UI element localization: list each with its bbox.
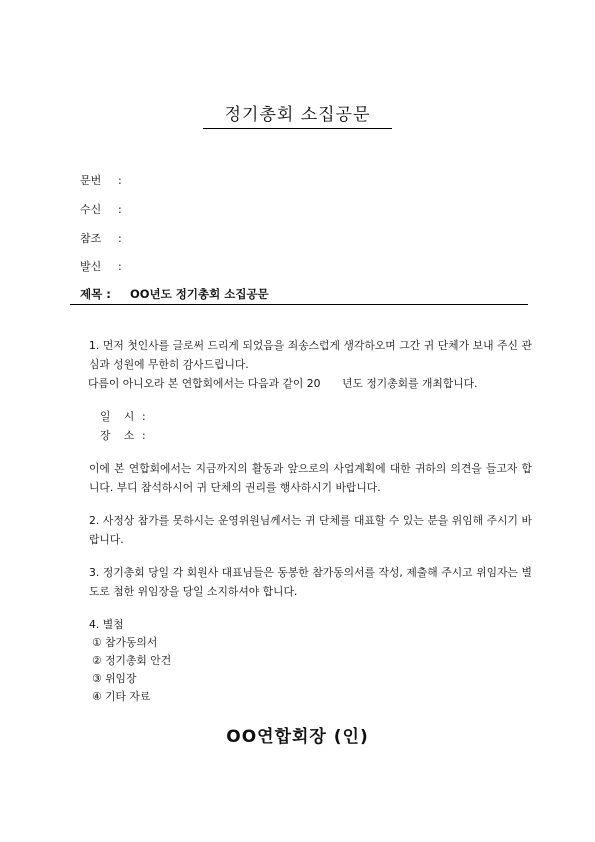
info-location: 장 소 : [100, 429, 146, 442]
attachment-item: ① 참가동의서 [92, 636, 158, 649]
info-datetime: 일 시 : [100, 410, 146, 423]
attachments-heading: 4. 별첨 [89, 618, 124, 631]
attachment-item: ③ 위임장 [92, 672, 137, 685]
reference-field: 참조 : [80, 232, 122, 245]
sender-signature: OO연합회장 (인) [226, 727, 369, 747]
attachment-item: ② 정기총회 안건 [92, 654, 172, 667]
document-body [72, 336, 532, 706]
recipient-field: 수신 : [80, 203, 122, 216]
paragraph-1-continuation: 다름이 아니오라 본 연합회에서는 다음과 같이 20 년도 정기총회를 개최합니다. [88, 377, 478, 390]
attachments [72, 615, 532, 706]
paragraph-1: 1. 먼저 첫인사를 글로써 드리게 되었음을 죄송스럽게 생각하오며 그간 귀 단체가 보내 주신 관심과 성원에 무한히 감사드립니다. [89, 339, 532, 371]
meeting-info [72, 407, 532, 445]
sender-field: 발신 : [80, 260, 122, 273]
subject-line: 제목 : OO년도 정기총회 소집공문 [80, 287, 269, 301]
paragraph-3: 3. 정기총회 당일 각 회원사 대표님들은 동봉한 참가동의서를 작성, 제출해 주시고 위임자는 별도로 첨한 위임장을 당일 소지하셔야 합니다. [89, 566, 532, 598]
paragraph-2: 2. 사정상 참가를 못하시는 운영위원님께서는 귀 단체를 대표할 수 있는 분을 위임해 주시기 바랍니다. [89, 514, 532, 546]
paragraph-request: 이에 본 연합회에서는 지금까지의 활동과 앞으로의 사업계획에 대한 귀하의 의견을 들고자 합니다. 부디 참석하시어 귀 단체의 권리를 행사하시기 바랍니다. [89, 462, 532, 494]
doc-number-field: 문번 : [80, 174, 122, 187]
header-divider [70, 304, 528, 305]
attachment-item: ④ 기타 자료 [92, 690, 151, 703]
document-title: 정기총회 소집공문 [0, 100, 595, 129]
